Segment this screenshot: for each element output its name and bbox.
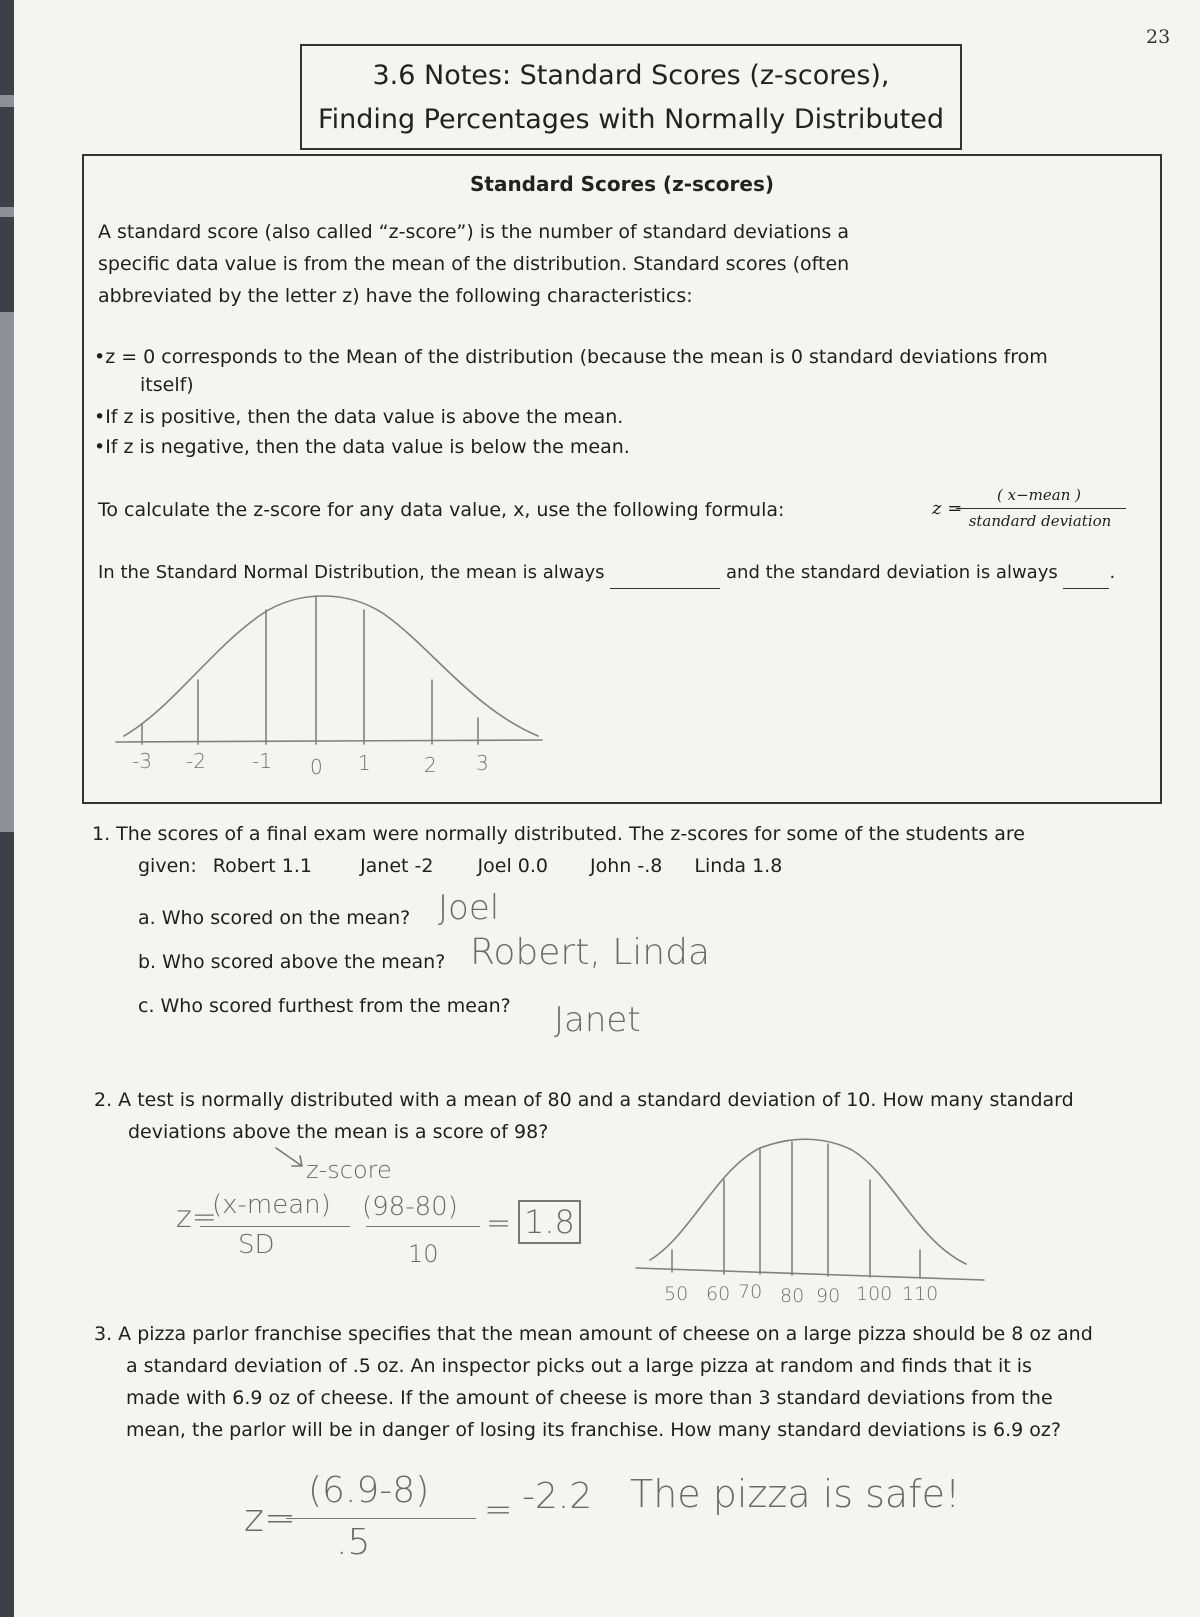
q2-curve-sketch xyxy=(620,1140,980,1307)
curve-label: -1 xyxy=(252,749,272,773)
q1-b-answer: Robert, Linda xyxy=(470,932,711,973)
standard-normal-sentence xyxy=(98,558,1115,589)
q1-c-answer: Janet xyxy=(554,1000,641,1040)
formula-numerator: ( x−mean ) xyxy=(997,486,1081,504)
curve-label: 0 xyxy=(310,755,323,779)
q2-curve-label: 80 xyxy=(780,1285,805,1307)
curve-label: 3 xyxy=(476,751,489,775)
standard-normal-end: . xyxy=(1109,562,1116,583)
q3-equals: = xyxy=(484,1490,513,1530)
q2-work-den2: 10 xyxy=(408,1240,439,1268)
q3-work-lhs: z= xyxy=(244,1496,296,1540)
q3-work-num: (6.9-8) xyxy=(308,1470,430,1511)
intro-line-3: abbreviated by the letter z) have the following characteristics: xyxy=(98,285,693,307)
intro-line-1: A standard score (also called “z-score”) is the number of standard deviations a xyxy=(98,221,849,243)
standard-scores-box xyxy=(82,154,1162,804)
q2-fraction-bar xyxy=(200,1226,350,1227)
bullet-3: •If z is negative, then the data value is below the mean. xyxy=(94,436,630,458)
q1-line-2 xyxy=(138,850,782,882)
q1-a-answer: Joel xyxy=(438,888,500,928)
q3-work-den: .5 xyxy=(336,1522,371,1563)
curve-label: 1 xyxy=(358,751,371,775)
q2-equals: = xyxy=(486,1206,512,1241)
q2-work-den: SD xyxy=(238,1230,275,1260)
q3-result: -2.2 xyxy=(522,1476,593,1517)
q3-conclusion: The pizza is safe! xyxy=(630,1472,961,1516)
q2-work-num2: (98-80) xyxy=(362,1192,458,1222)
bullet-1-cont: itself) xyxy=(140,374,194,396)
q1-student: Janet -2 xyxy=(360,855,434,877)
formula-instruction: To calculate the z-score for any data value, x, use the following formula: xyxy=(98,499,785,521)
bullet-2: •If z is positive, then the data value is above the mean. xyxy=(94,406,624,428)
q2-work-lhs: z= xyxy=(176,1200,217,1235)
q2-curve-label: 50 xyxy=(664,1283,689,1305)
q3-line-1: 3. A pizza parlor franchise specifies that the mean amount of cheese on a large pizza should be 8 oz and xyxy=(94,1323,1093,1345)
standard-normal-text-b: and the standard deviation is always xyxy=(726,562,1058,583)
q2-curve-label: 60 xyxy=(706,1283,731,1305)
q3-line-2: a standard deviation of .5 oz. An inspector picks out a large pizza at random and finds that it is xyxy=(126,1355,1032,1377)
q2-fraction-bar-2 xyxy=(366,1226,480,1227)
q2-line-2: deviations above the mean is a score of 98? xyxy=(128,1121,549,1143)
sd-blank xyxy=(1063,558,1109,589)
q2-zscore-note: z-score xyxy=(306,1156,392,1184)
standard-normal-text-a: In the Standard Normal Distribution, the mean is always xyxy=(98,562,605,583)
formula-denominator: standard deviation xyxy=(968,512,1112,530)
q2-curve-label: 90 xyxy=(816,1285,841,1307)
q1-a: a. Who scored on the mean? xyxy=(138,907,411,929)
bullet-1: •z = 0 corresponds to the Mean of the distribution (because the mean is 0 standard deviations from xyxy=(94,346,1048,368)
q2-answer: 1.8 xyxy=(518,1200,581,1244)
title-line-2: Finding Percentages with Normally Distributed xyxy=(318,104,944,135)
q2-curve-label: 110 xyxy=(902,1283,939,1305)
q2-curve-label: 70 xyxy=(738,1281,763,1303)
binder-strip xyxy=(0,0,14,1617)
curve-label: -2 xyxy=(186,749,206,773)
q2-curve-label: 100 xyxy=(856,1283,893,1305)
mean-blank xyxy=(610,558,720,589)
q1-line-1: 1. The scores of a final exam were normally distributed. The z-scores for some of the students are xyxy=(92,823,1025,845)
box-heading: Standard Scores (z-scores) xyxy=(469,172,774,196)
curve-label: -3 xyxy=(132,749,152,773)
intro-line-2: specific data value is from the mean of the distribution. Standard scores (often xyxy=(98,253,850,275)
q1-student: Linda 1.8 xyxy=(694,855,783,877)
q1-c: c. Who scored furthest from the mean? xyxy=(138,995,511,1017)
q1-given-label: given: xyxy=(138,855,197,877)
title-box xyxy=(300,44,962,150)
bell-curve xyxy=(124,596,538,736)
page-number: 23 xyxy=(1146,26,1171,48)
q1-b: b. Who scored above the mean? xyxy=(138,951,446,973)
normal-curve-sketch xyxy=(102,588,582,788)
q3-line-3: made with 6.9 oz of cheese. If the amount of cheese is more than 3 standard deviations from the xyxy=(126,1387,1053,1409)
q1-student: John -.8 xyxy=(590,855,663,877)
q2-work-num: (x-mean) xyxy=(212,1190,331,1220)
bell-curve xyxy=(650,1139,966,1264)
formula-lhs: z = xyxy=(932,498,963,519)
curve-label: 2 xyxy=(424,753,437,777)
q3-fraction-bar xyxy=(286,1518,476,1519)
q1-student: Joel 0.0 xyxy=(477,855,548,877)
title-line-1: 3.6 Notes: Standard Scores (z-scores), xyxy=(372,60,890,91)
formula-bar xyxy=(956,508,1126,509)
q2-line-1: 2. A test is normally distributed with a mean of 80 and a standard deviation of 10. How many standard xyxy=(94,1089,1074,1111)
curve-axis xyxy=(636,1268,984,1280)
q1-student: Robert 1.1 xyxy=(212,855,313,877)
q3-line-4: mean, the parlor will be in danger of losing its franchise. How many standard deviations is 6.9 oz? xyxy=(126,1419,1061,1441)
